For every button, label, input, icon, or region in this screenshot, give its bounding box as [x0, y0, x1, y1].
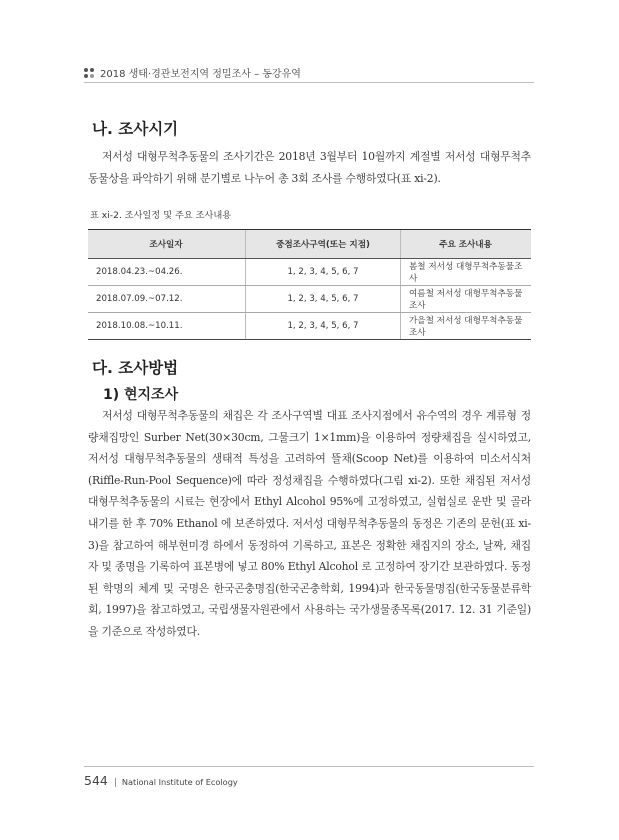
- cell-area: 1, 2, 3, 4, 5, 6, 7: [246, 259, 401, 286]
- cell-date: 2018.04.23.~04.26.: [88, 259, 246, 286]
- footer-divider: [84, 766, 534, 767]
- cell-content: 가을철 저서성 대형무척추동물조사: [401, 313, 532, 340]
- page-number: 544: [84, 773, 108, 788]
- subheading-field-survey: 1) 현지조사: [103, 387, 179, 403]
- footer-separator: |: [113, 778, 117, 788]
- cell-content: 봄철 저서성 대형무척추동물조사: [401, 259, 532, 286]
- footer-institution: National Institute of Ecology: [121, 777, 238, 787]
- table-row: [88, 286, 531, 313]
- section-heading-schedule: 나. 조사시기: [92, 120, 179, 138]
- running-header: [84, 65, 534, 80]
- cell-area: 1, 2, 3, 4, 5, 6, 7: [246, 286, 401, 313]
- column-header-area: 중점조사구역(또는 지점): [246, 230, 401, 259]
- header-dots-icon: [84, 68, 94, 78]
- schedule-paragraph: 저서성 대형무척추동물의 조사기간은 2018년 3월부터 10월까지 계절별 저서성 대형무척추동물상을 파악하기 위해 분기별로 나누어 총 3회 조사를 수행하였다(표 xi-2).: [88, 150, 531, 185]
- schedule-table: [88, 229, 531, 340]
- table-header-row: [88, 230, 531, 259]
- section-heading-method: 다. 조사방법: [92, 359, 179, 377]
- cell-area: 1, 2, 3, 4, 5, 6, 7: [246, 313, 401, 340]
- header-title: 2018 생태·경관보전지역 정밀조사 – 동강유역: [100, 69, 301, 80]
- table-caption: 표 xi-2. 조사일정 및 주요 조사내용: [90, 210, 232, 221]
- page-footer: [84, 773, 238, 788]
- cell-date: 2018.10.08.~10.11.: [88, 313, 246, 340]
- table-row: [88, 313, 531, 340]
- header-divider: [84, 82, 534, 83]
- column-header-date: 조사일자: [88, 230, 246, 259]
- cell-date: 2018.07.09.~07.12.: [88, 286, 246, 313]
- cell-content: 여름철 저서성 대형무척추동물조사: [401, 286, 532, 313]
- column-header-content: 주요 조사내용: [401, 230, 532, 259]
- table-row: [88, 259, 531, 286]
- method-paragraph: 저서성 대형무척추동물의 채집은 각 조사구역별 대표 조사지점에서 유수역의 경우 계류형 정량채집망인 Surber Net(30×30cm, 그물크기 1×1mm)을 이용하여 정량채집을 실시하였고, 저서성 대형무척추동물의 생태적 특성을 고려하여 뜰채(Scoop Net)를 이용하여 미소서식처(Riffle-Run-Pool Sequence)에 따라 정성채집을 수행하였다(그림 xi-2). 또한 채집된 저서성 대형무척추동물의 시료는 현장에서 Ethyl Alcohol 95%에 고정하였고, 실험실로 운반 및 골라내기를 한 후 70% Ethanol 에 보존하였다. 저서성 대형무척추동물의 동정은 기존의 문헌(표 xi-3)을 참고하여 해부현미경 하에서 동정하여 기록하고, 표본은 정확한 채집지의 장소, 날짜, 채집자 및 종명을 기록하여 표본병에 넣고 80% Ethyl Alcohol 로 고정하여 장기간 보관하였다. 동정된 학명의 체계 및 국명은 한국곤충명집(한국곤충학회, 1994)과 한국동물명집(한국동물분류학회, 1997)을 참고하였고, 국립생물자원관에서 사용하는 국가생물종목록(2017. 12. 31 기준일)을 기준으로 작성하였다.: [88, 409, 531, 638]
